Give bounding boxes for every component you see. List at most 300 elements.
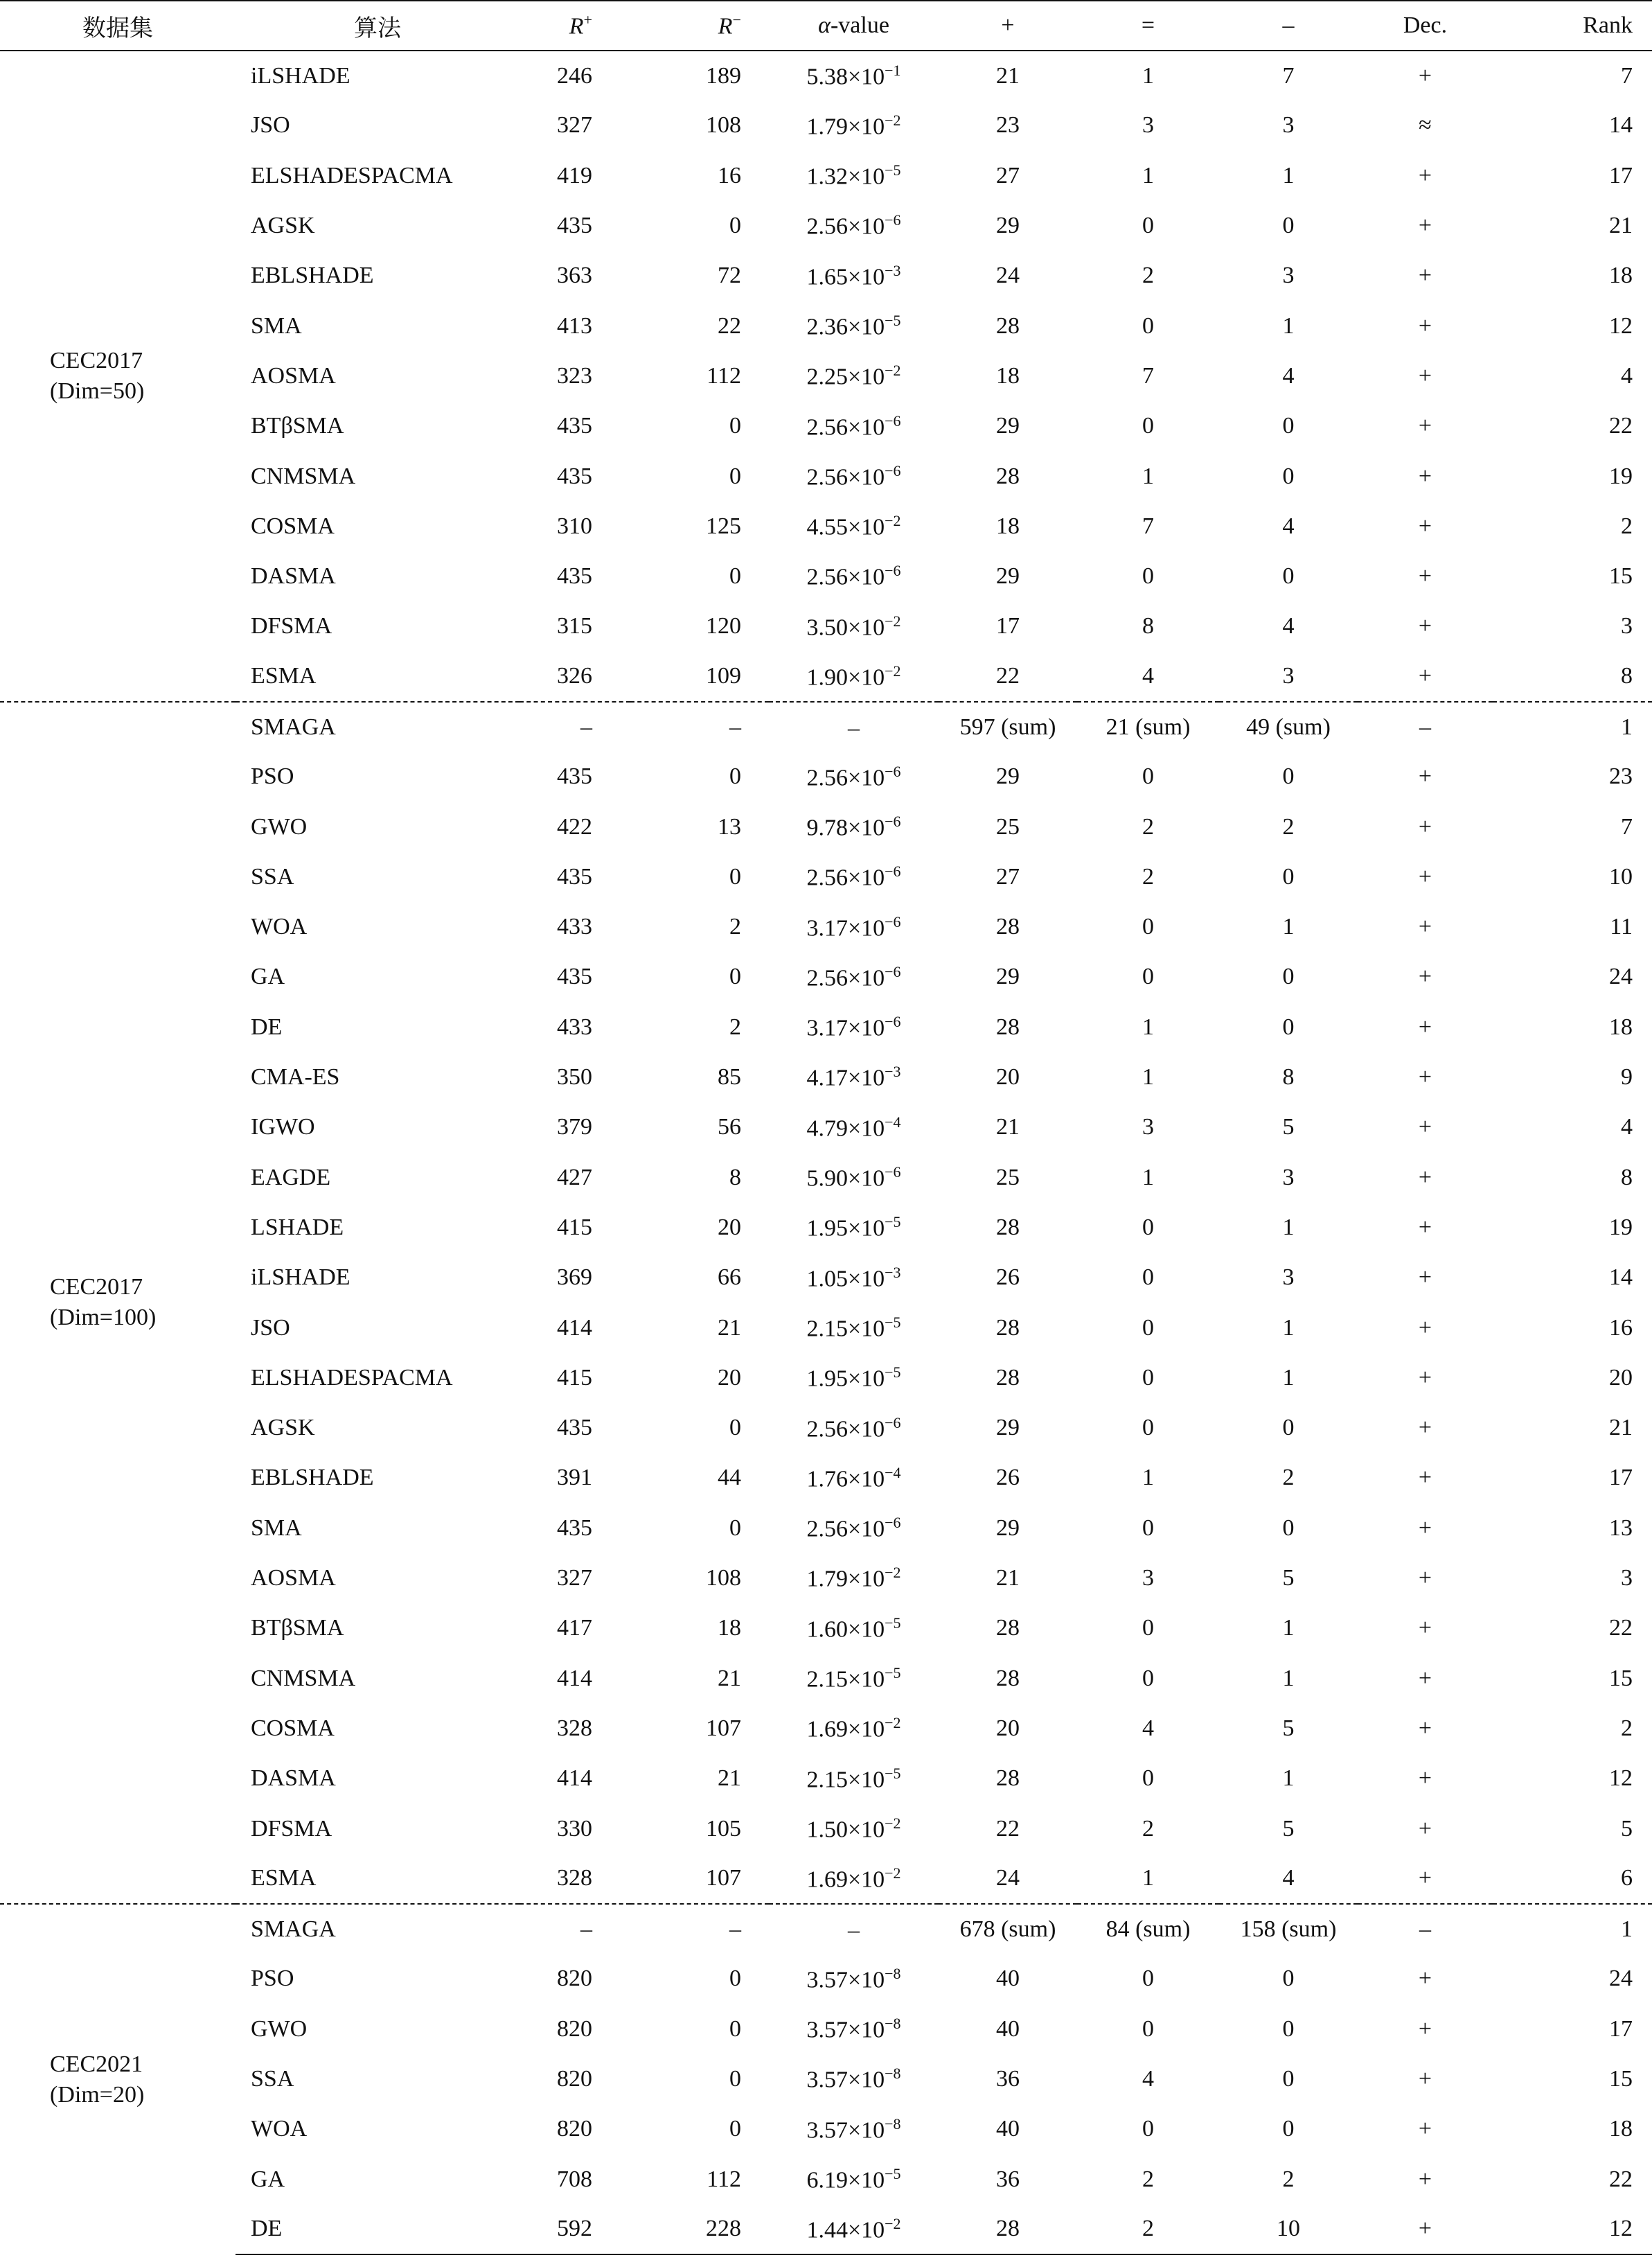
alpha-cell [769, 1353, 939, 1403]
rplus-cell: 435 [557, 863, 592, 890]
alpha-cell [769, 902, 939, 952]
alpha-mantissa: 3.57×10 [806, 1967, 885, 1993]
alpha-mantissa: 1.95×10 [806, 1215, 885, 1242]
alpha-cell [769, 1253, 939, 1303]
table-row [0, 1052, 1652, 1102]
alpha-mantissa: 1.90×10 [806, 664, 885, 690]
alpha-mantissa: 5.38×10 [806, 64, 885, 90]
equal-cell: 3 [1142, 1114, 1154, 1140]
alpha-exponent: −5 [885, 1614, 901, 1632]
dec-cell: + [1418, 813, 1432, 840]
alpha-mantissa: 2.56×10 [806, 564, 885, 590]
rminus-cell: 56 [718, 1114, 741, 1140]
rank-cell: 16 [1609, 1314, 1633, 1341]
minus-cell: 0 [1282, 2066, 1295, 2092]
rank-cell: 12 [1493, 2205, 1652, 2254]
alpha-cell [769, 1704, 939, 1754]
dec-cell: + [1418, 613, 1432, 639]
rminus-cell: 189 [706, 62, 741, 89]
equal-cell: 84 (sum) [1077, 1904, 1219, 1954]
algorithm-cell: EBLSHADE [251, 1465, 374, 1491]
minus-cell: 0 [1282, 2015, 1295, 2042]
alpha-exponent: −8 [885, 2065, 901, 2083]
plus-cell: 36 [996, 2066, 1020, 2092]
alpha-exponent: −6 [885, 762, 901, 780]
plus-cell: 21 [996, 62, 1020, 89]
equal-cell: 4 [1142, 2066, 1154, 2092]
rplus-cell: 379 [557, 1114, 592, 1140]
equal-cell: 1 [1142, 162, 1154, 188]
col-minus: – [1219, 1, 1358, 51]
table-row [0, 51, 1652, 100]
alpha-cell [769, 301, 939, 351]
equal-cell: 0 [1142, 1615, 1154, 1641]
table-row [0, 1102, 1652, 1152]
rank-cell: 23 [1609, 763, 1633, 790]
alpha-cell [769, 251, 939, 301]
table-row [0, 1153, 1652, 1203]
rank-cell: 8 [1621, 1164, 1633, 1190]
alpha-exponent: −5 [885, 1213, 901, 1231]
table-row [0, 1253, 1652, 1303]
alpha-cell [769, 2205, 939, 2254]
table-row [0, 551, 1652, 601]
equal-cell: 1 [1142, 1064, 1154, 1091]
plus-cell: 28 [996, 1665, 1020, 1691]
rplus-cell: 327 [557, 1565, 592, 1591]
plus-cell: 25 [996, 1164, 1020, 1190]
alpha-mantissa: 4.17×10 [806, 1065, 885, 1091]
alpha-exponent: −2 [885, 1714, 901, 1732]
equal-cell: 2 [1142, 813, 1154, 840]
rplus-cell: – [519, 1904, 630, 1954]
table-row [0, 1403, 1652, 1453]
dec-cell: + [1418, 2116, 1432, 2142]
rank-cell: 19 [1609, 463, 1633, 489]
dec-cell: + [1418, 513, 1432, 539]
rplus-cell: 414 [557, 1665, 592, 1691]
table-row [0, 752, 1652, 802]
minus-cell: 10 [1219, 2205, 1358, 2254]
algorithm-cell: DE [251, 1014, 283, 1040]
equal-cell: 2 [1142, 1815, 1154, 1842]
table-row [0, 1704, 1652, 1754]
dec-cell: + [1418, 1164, 1432, 1190]
minus-cell: 0 [1282, 2116, 1295, 2142]
rank-cell: 18 [1609, 1014, 1633, 1040]
minus-cell: 0 [1282, 763, 1295, 790]
algorithm-cell: SMA [251, 312, 302, 339]
alpha-exponent: −6 [885, 211, 901, 229]
rminus-cell: 2 [729, 914, 741, 940]
plus-cell: 20 [996, 1715, 1020, 1741]
algorithm-cell: WOA [251, 2116, 308, 2142]
minus-cell: 1 [1282, 1364, 1295, 1391]
rplus-cell: 391 [557, 1465, 592, 1491]
rminus-cell: 21 [718, 1314, 741, 1341]
dec-cell: + [1418, 362, 1432, 389]
plus-cell: 22 [996, 663, 1020, 689]
minus-cell: 4 [1282, 1865, 1295, 1891]
plus-cell: 28 [996, 1765, 1020, 1792]
rplus-cell: 435 [557, 463, 592, 489]
alpha-mantissa: 2.15×10 [806, 1766, 885, 1792]
plus-cell: 27 [996, 863, 1020, 890]
rank-cell: 6 [1621, 1865, 1633, 1891]
rplus-cell: 310 [557, 513, 592, 539]
dec-cell: + [1418, 1715, 1432, 1741]
algorithm-cell: DFSMA [251, 613, 332, 639]
algorithm-cell: SSA [251, 2066, 294, 2092]
alpha-cell [769, 752, 939, 802]
minus-cell: 1 [1282, 1214, 1295, 1240]
rplus-cell: 435 [557, 763, 592, 790]
alpha-cell [769, 802, 939, 851]
rank-cell: 21 [1609, 213, 1633, 239]
algorithm-cell: DASMA [251, 563, 336, 590]
rplus-cell: 820 [557, 2066, 592, 2092]
alpha-mantissa: – [848, 1917, 860, 1943]
rminus-cell: 0 [729, 563, 741, 590]
alpha-mantissa: 2.56×10 [806, 1415, 885, 1442]
col-dec: Dec. [1358, 1, 1493, 51]
rank-cell: 13 [1609, 1515, 1633, 1541]
minus-cell: 1 [1282, 1615, 1295, 1641]
table-row [0, 2054, 1652, 2104]
dec-cell: ≈ [1419, 112, 1432, 139]
alpha-mantissa: 5.90×10 [806, 1165, 885, 1192]
dec-cell: + [1418, 1364, 1432, 1391]
alpha-exponent: −2 [885, 1864, 901, 1882]
plus-cell: 29 [996, 964, 1020, 990]
rminus-cell: 85 [718, 1064, 741, 1091]
rank-cell: 15 [1609, 563, 1633, 590]
rank-cell: 14 [1609, 112, 1633, 139]
algorithm-cell: COSMA [251, 1715, 335, 1741]
alpha-exponent: −3 [885, 1263, 901, 1281]
minus-cell: 0 [1282, 964, 1295, 990]
dec-cell: + [1418, 1966, 1432, 1992]
plus-cell: 36 [996, 2166, 1020, 2192]
equal-cell: 0 [1142, 213, 1154, 239]
alpha-cell [769, 852, 939, 902]
algorithm-cell: AGSK [251, 1415, 315, 1441]
dec-cell: + [1418, 2066, 1432, 2092]
alpha-cell [769, 1654, 939, 1704]
table-body [0, 51, 1652, 2254]
equal-cell: 3 [1142, 1565, 1154, 1591]
rank-cell: 17 [1609, 1465, 1633, 1491]
rank-cell: 21 [1609, 1415, 1633, 1441]
rplus-cell: 369 [557, 1264, 592, 1291]
alpha-exponent: −2 [885, 1814, 901, 1832]
alpha-cell [769, 952, 939, 1002]
rank-cell: 24 [1609, 1966, 1633, 1992]
rplus-cell: 363 [557, 263, 592, 289]
rminus-cell: 125 [706, 513, 741, 539]
equal-cell: 0 [1142, 1264, 1154, 1291]
rminus-cell: 112 [707, 2166, 741, 2192]
rplus-cell: 422 [557, 813, 592, 840]
alpha-exponent: −6 [885, 1163, 901, 1181]
equal-cell: 3 [1142, 112, 1154, 139]
algorithm-cell: IGWO [251, 1114, 315, 1140]
col-rplus: R+ [519, 1, 630, 51]
alpha-mantissa: 1.60×10 [806, 1616, 885, 1643]
rplus-cell: 433 [557, 914, 592, 940]
table-row [0, 201, 1652, 251]
table-row [0, 1904, 1652, 1954]
col-algorithm: 算法 [236, 1, 519, 51]
dec-cell: + [1418, 1665, 1432, 1691]
equal-cell: 0 [1142, 1364, 1154, 1391]
dec-cell: + [1418, 1465, 1432, 1491]
algorithm-cell: EBLSHADE [251, 263, 374, 289]
table-row [0, 2205, 1652, 2254]
alpha-mantissa: 3.57×10 [806, 2117, 885, 2143]
dec-cell: + [1418, 263, 1432, 289]
equal-cell: 8 [1142, 613, 1154, 639]
alpha-exponent: −2 [885, 662, 901, 680]
alpha-mantissa: 2.56×10 [806, 464, 885, 491]
rminus-cell: 0 [729, 1966, 741, 1992]
rank-cell: 15 [1609, 2066, 1633, 2092]
alpha-cell [769, 451, 939, 501]
alpha-mantissa: 2.25×10 [806, 364, 885, 390]
alpha-exponent: −5 [885, 311, 901, 329]
table-row [0, 1654, 1652, 1704]
minus-cell: 49 (sum) [1219, 702, 1358, 752]
plus-cell: 28 [996, 1314, 1020, 1341]
alpha-mantissa: 3.57×10 [806, 2017, 885, 2043]
rplus-cell: 326 [557, 663, 592, 689]
alpha-mantissa: 1.79×10 [806, 114, 885, 140]
table-row [0, 952, 1652, 1002]
col-dataset: 数据集 [0, 1, 236, 51]
algorithm-cell: ESMA [251, 1865, 317, 1891]
equal-cell: 0 [1142, 1665, 1154, 1691]
algorithm-cell: WOA [251, 914, 308, 940]
alpha-mantissa: 1.50×10 [806, 1817, 885, 1843]
minus-cell: 5 [1282, 1565, 1295, 1591]
alpha-exponent: −6 [885, 863, 901, 881]
equal-cell: 0 [1142, 2116, 1154, 2142]
plus-cell: 29 [996, 413, 1020, 439]
alpha-cell [769, 2104, 939, 2154]
rplus-cell: 435 [557, 1515, 592, 1541]
equal-cell: 0 [1142, 2015, 1154, 2042]
table-row [0, 802, 1652, 851]
alpha-cell [769, 1453, 939, 1503]
alpha-cell [769, 2054, 939, 2104]
minus-cell: 3 [1282, 112, 1295, 139]
table-row [0, 1603, 1652, 1653]
plus-cell: 21 [996, 1565, 1020, 1591]
minus-cell: 1 [1282, 1314, 1295, 1341]
rminus-cell: – [630, 702, 769, 752]
equal-cell: 1 [1142, 1865, 1154, 1891]
rank-cell: 22 [1609, 413, 1633, 439]
minus-cell: 1 [1282, 1765, 1295, 1792]
minus-cell: 0 [1282, 1515, 1295, 1541]
minus-cell: 7 [1282, 62, 1295, 89]
plus-cell: 17 [996, 613, 1020, 639]
algorithm-cell: EAGDE [251, 1164, 331, 1190]
col-equal: = [1077, 1, 1219, 51]
alpha-exponent: −6 [885, 912, 901, 930]
rank-cell: 2 [1621, 513, 1633, 539]
minus-cell: 0 [1282, 213, 1295, 239]
dec-cell: + [1418, 62, 1432, 89]
rplus-cell: 435 [557, 1415, 592, 1441]
algorithm-cell: SSA [251, 863, 294, 890]
alpha-exponent: −5 [885, 2164, 901, 2182]
table-row [0, 2004, 1652, 2054]
minus-cell: 1 [1282, 914, 1295, 940]
rplus-cell: 417 [557, 1615, 592, 1641]
rank-cell: 19 [1609, 1214, 1633, 1240]
alpha-mantissa: 1.05×10 [806, 1265, 885, 1291]
dataset-cell [0, 702, 236, 1904]
rminus-cell: 0 [729, 213, 741, 239]
equal-cell: 0 [1142, 1765, 1154, 1792]
alpha-exponent: −3 [885, 261, 901, 279]
alpha-cell [769, 1203, 939, 1253]
plus-cell: 18 [996, 513, 1020, 539]
table-row [0, 601, 1652, 651]
table-row [0, 852, 1652, 902]
alpha-cell [769, 1102, 939, 1152]
plus-cell: 29 [996, 1415, 1020, 1441]
alpha-cell [769, 151, 939, 201]
alpha-cell [769, 351, 939, 401]
equal-cell: 0 [1142, 1415, 1154, 1441]
equal-cell: 4 [1142, 1715, 1154, 1741]
algorithm-cell: ESMA [251, 663, 317, 689]
dec-cell: + [1418, 863, 1432, 890]
equal-cell: 4 [1142, 663, 1154, 689]
alpha-cell [769, 1803, 939, 1853]
alpha-exponent: −6 [885, 812, 901, 830]
rank-cell: 2 [1621, 1715, 1633, 1741]
equal-cell: 2 [1142, 263, 1154, 289]
alpha-cell [769, 2154, 939, 2204]
dataset-dim: (Dim=20) [50, 2081, 145, 2108]
alpha-exponent: −8 [885, 1964, 901, 1982]
col-plus: + [939, 1, 1077, 51]
algorithm-cell: AOSMA [251, 1565, 336, 1591]
dec-cell: + [1418, 1615, 1432, 1641]
alpha-exponent: −2 [885, 362, 901, 380]
plus-cell: 40 [996, 2116, 1020, 2142]
alpha-cell [769, 201, 939, 251]
alpha-cell [769, 502, 939, 551]
plus-cell: 21 [996, 1114, 1020, 1140]
rank-cell: 22 [1609, 1615, 1633, 1641]
alpha-cell [769, 601, 939, 651]
dec-cell: + [1418, 1565, 1432, 1591]
rminus-cell: 22 [718, 312, 741, 339]
dec-cell: + [1418, 563, 1432, 590]
rplus-cell: 350 [557, 1064, 592, 1091]
alpha-mantissa: 1.69×10 [806, 1866, 885, 1892]
plus-cell: 28 [939, 2205, 1077, 2254]
table-row [0, 652, 1652, 702]
alpha-cell [769, 401, 939, 451]
plus-cell: 28 [996, 312, 1020, 339]
alpha-mantissa: 1.79×10 [806, 1566, 885, 1592]
equal-cell: 0 [1142, 1214, 1154, 1240]
dec-cell: + [1418, 2166, 1432, 2192]
rplus-cell: 415 [557, 1214, 592, 1240]
alpha-cell [769, 51, 939, 100]
plus-cell: 597 (sum) [939, 702, 1077, 752]
alpha-mantissa: 3.17×10 [806, 915, 885, 941]
table-row [0, 1503, 1652, 1553]
plus-cell: 29 [996, 1515, 1020, 1541]
alpha-mantissa: 1.44×10 [806, 2217, 885, 2243]
alpha-cell [769, 1153, 939, 1203]
table-row [0, 251, 1652, 301]
table-row [0, 100, 1652, 150]
rminus-cell: 66 [718, 1264, 741, 1291]
rminus-cell: 0 [729, 763, 741, 790]
minus-cell: 4 [1282, 362, 1295, 389]
rplus-cell: 435 [557, 413, 592, 439]
plus-cell: 40 [996, 2015, 1020, 2042]
plus-cell: 28 [996, 1615, 1020, 1641]
alpha-cell [769, 1954, 939, 2004]
dec-cell: + [1418, 1264, 1432, 1291]
rminus-cell: 72 [718, 263, 741, 289]
dataset-name: CEC2017 [50, 1274, 143, 1300]
alpha-exponent: −6 [885, 461, 901, 479]
alpha-mantissa: 1.95×10 [806, 1366, 885, 1392]
equal-cell: 2 [1142, 863, 1154, 890]
col-alpha: α-value [769, 1, 939, 51]
table-row [0, 401, 1652, 451]
dataset-cell [0, 1904, 236, 2254]
alpha-mantissa: 1.69×10 [806, 1716, 885, 1742]
alpha-mantissa: 2.56×10 [806, 965, 885, 991]
rminus-cell: 107 [706, 1715, 741, 1741]
minus-cell: 5 [1282, 1114, 1295, 1140]
alpha-exponent: −1 [885, 61, 901, 79]
rank-cell: 9 [1621, 1064, 1633, 1091]
alpha-exponent: −6 [885, 562, 901, 580]
rplus-cell: 413 [557, 312, 592, 339]
rplus-cell: 414 [557, 1314, 592, 1341]
alpha-exponent: −4 [885, 1113, 901, 1131]
alpha-exponent: −6 [885, 1013, 901, 1031]
dataset-dim: (Dim=100) [50, 1305, 157, 1331]
dec-cell: + [1418, 914, 1432, 940]
rminus-cell: 109 [706, 663, 741, 689]
alpha-cell [769, 100, 939, 150]
algorithm-cell: DE [236, 2205, 519, 2254]
col-rank: Rank [1493, 1, 1652, 51]
rminus-cell: 8 [729, 1164, 741, 1190]
minus-cell: 0 [1282, 863, 1295, 890]
algorithm-cell: DFSMA [251, 1815, 332, 1842]
rank-cell: 8 [1621, 663, 1633, 689]
dec-cell: + [1418, 1765, 1432, 1792]
rank-cell: 17 [1609, 162, 1633, 188]
rank-cell: 20 [1609, 1364, 1633, 1391]
rplus-cell: 246 [557, 62, 592, 89]
algorithm-cell: DASMA [251, 1765, 336, 1792]
equal-cell: 1 [1142, 1164, 1154, 1190]
